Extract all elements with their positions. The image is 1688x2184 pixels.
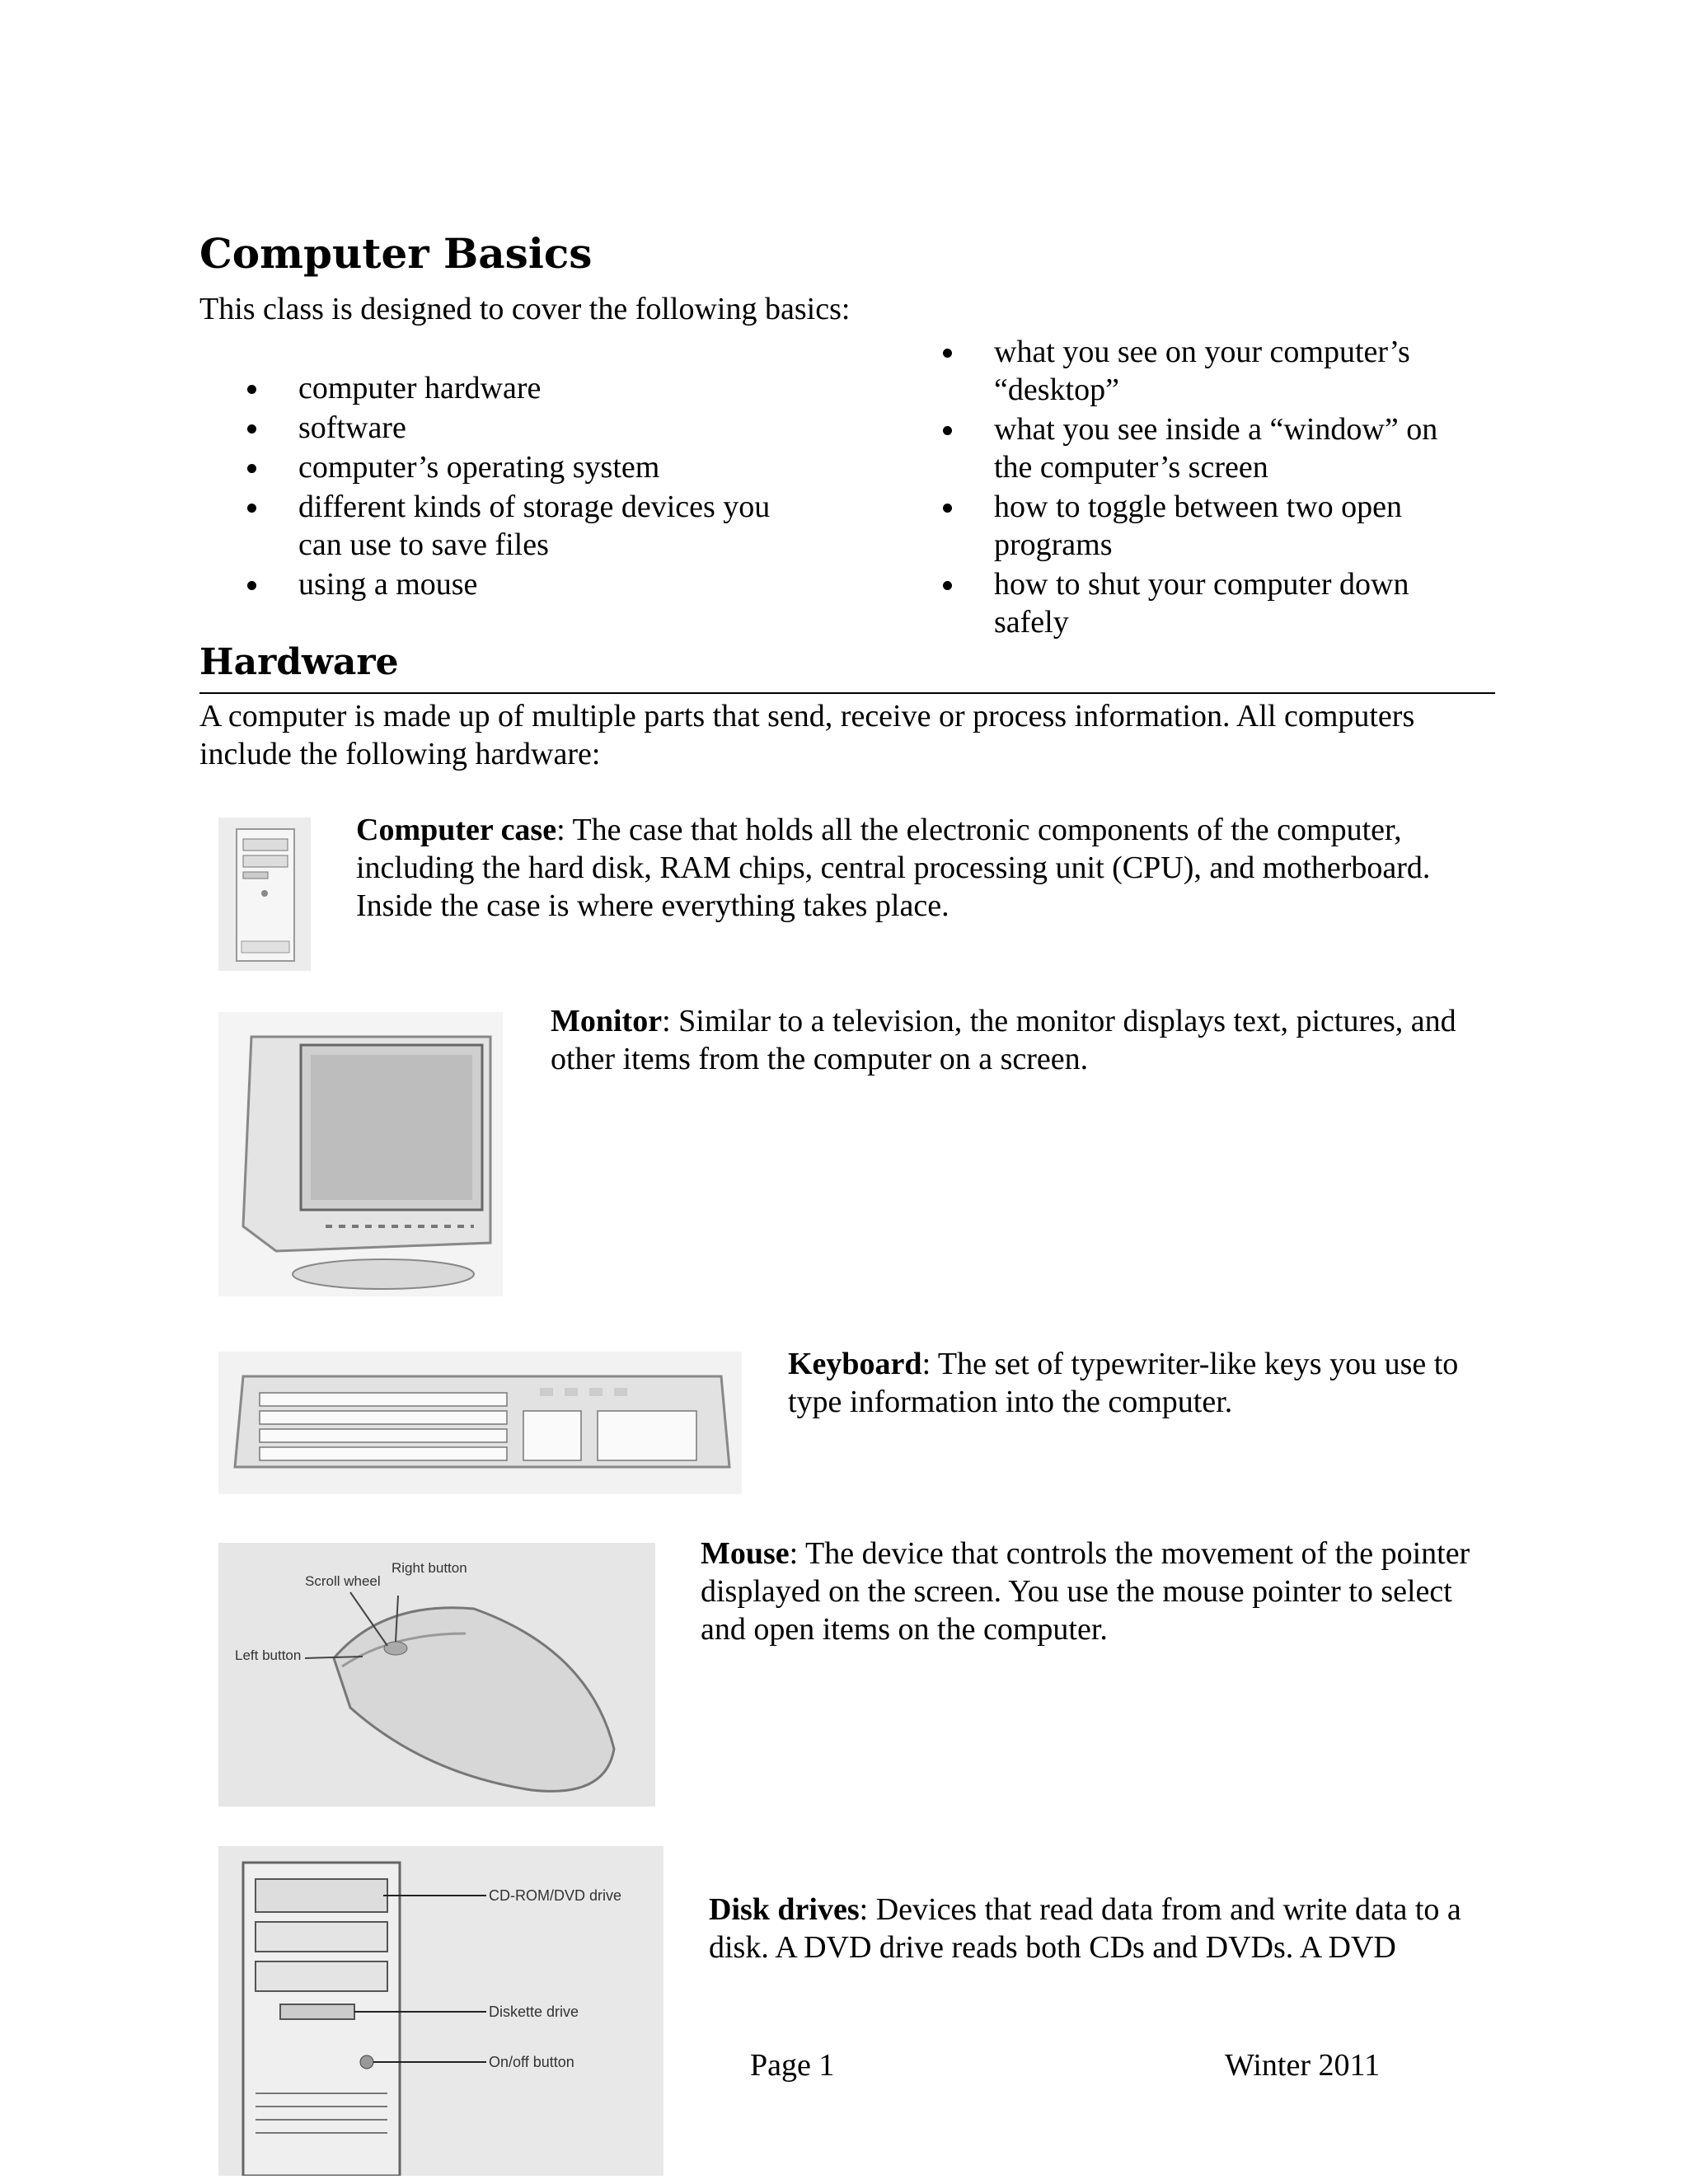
list-item: different kinds of storage devices you can use to save files: [247, 488, 776, 564]
hardware-heading: Hardware: [199, 641, 399, 683]
term-monitor: Monitor: [551, 1004, 663, 1038]
mouse-text: : The device that controls the movement of the pointer displayed on the screen. You use the mouse pointer to select and open items on the computer.: [701, 1536, 1470, 1647]
topics-right-list: [943, 333, 1470, 643]
list-item: what you see on your computer’s “desktop”: [943, 333, 1470, 409]
list-item: computer hardware: [247, 369, 775, 407]
term-keyboard: Keyboard: [788, 1347, 922, 1381]
term-disk-drives: Disk drives: [709, 1892, 860, 1927]
disk-drives-image: [218, 1846, 663, 2176]
mouse-description: [701, 1535, 1492, 1648]
list-item: what you see inside a “window” on the computer’s screen: [943, 410, 1470, 486]
on-off-button-label: On/off button: [489, 2054, 574, 2070]
monitor-description: [551, 1002, 1482, 1078]
section-divider: [199, 692, 1495, 694]
list-item: software: [247, 409, 775, 447]
topics-left-list: [247, 369, 775, 605]
list-item: how to toggle between two open programs: [943, 488, 1470, 564]
monitor-image: [218, 1012, 503, 1296]
list-item: computer’s operating system: [247, 448, 775, 486]
diskette-drive-label: Diskette drive: [489, 2004, 579, 2020]
disk-drives-text: : Devices that read data from and write data to a disk. A DVD drive reads both CDs and DVDs. A DVD: [709, 1892, 1461, 1965]
computer-case-text: : The case that holds all the electronic components of the computer, including the hard disk, RAM chips, central processing unit (CPU), and motherboard. Inside the case is where everything takes place.: [356, 813, 1431, 923]
disk-drives-description: [709, 1891, 1500, 1966]
footer-term: Winter 2011: [1225, 2048, 1381, 2083]
page-title: Computer Basics: [199, 229, 593, 278]
mouse-scroll-wheel-label: Scroll wheel: [305, 1573, 381, 1589]
list-item: using a mouse: [247, 565, 775, 603]
mouse-image: [218, 1543, 655, 1807]
monitor-text: : Similar to a television, the monitor displays text, pictures, and other items from the computer on a screen.: [551, 1004, 1456, 1076]
mouse-right-button-label: Right button: [392, 1560, 467, 1576]
cdrom-drive-label: CD-ROM/DVD drive: [489, 1887, 622, 1904]
term-mouse: Mouse: [701, 1536, 790, 1571]
intro-text: This class is designed to cover the following basics:: [199, 292, 851, 326]
mouse-left-button-label: Left button: [235, 1647, 302, 1663]
computer-case-description: [356, 811, 1477, 925]
keyboard-text: : The set of typewriter-like keys you use to type information into the computer.: [788, 1347, 1459, 1419]
computer-case-image: [218, 818, 311, 971]
list-item: how to shut your computer down safely: [943, 565, 1470, 641]
hardware-intro: A computer is made up of multiple parts that send, receive or process information. All computers include the following hardware:: [199, 699, 1415, 771]
footer-page-number: Page 1: [750, 2048, 835, 2083]
term-computer-case: Computer case: [356, 813, 557, 847]
keyboard-description: [788, 1345, 1497, 1421]
keyboard-image: [218, 1352, 742, 1494]
